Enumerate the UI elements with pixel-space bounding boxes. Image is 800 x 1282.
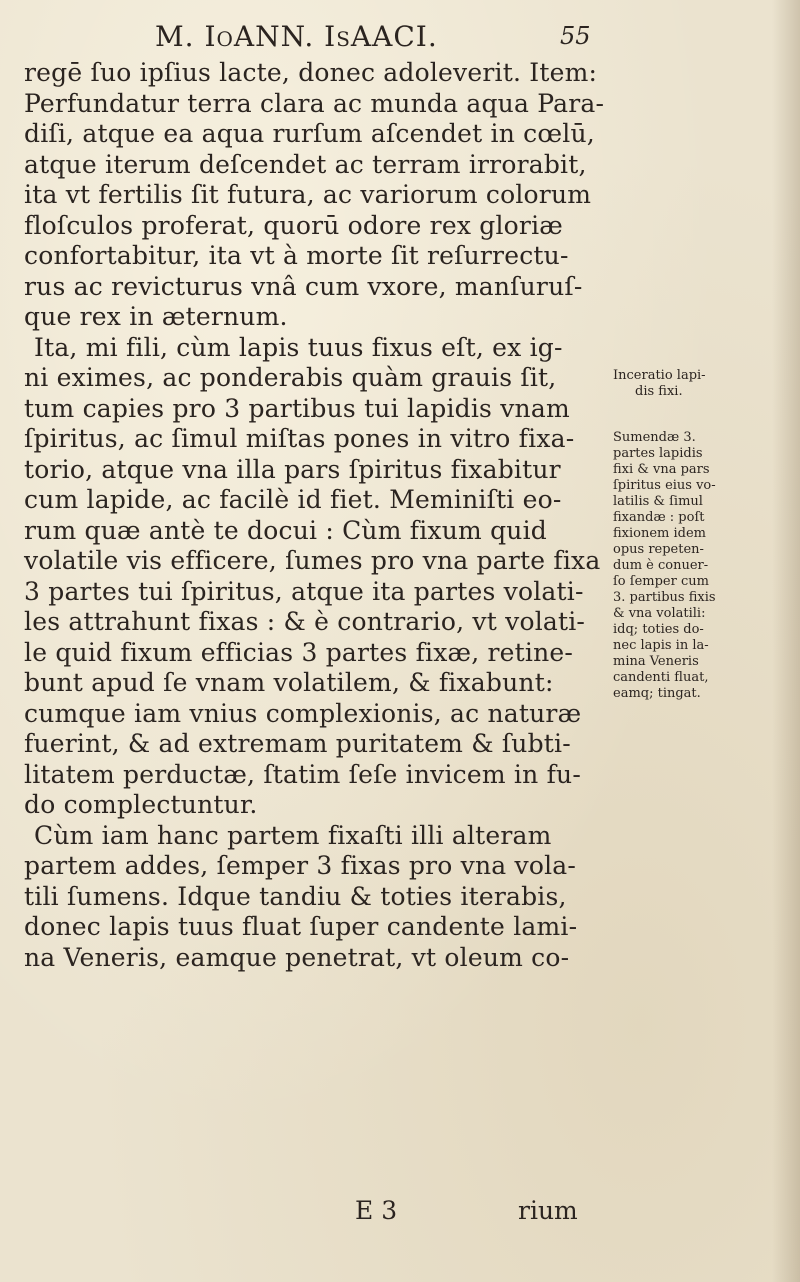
text-line: tum capies pro 3 partibus tui lapidis vnam	[24, 393, 570, 423]
text-line: diſi, atque ea aqua rurſum aſcendet in cœlū,	[24, 119, 595, 148]
text-line: tili ſumens. Idque tandiu & toties iterabis,	[24, 881, 567, 911]
text-line: Cùm iam hanc partem fixaſti illi alteram	[34, 820, 552, 850]
page-edge-shadow	[772, 0, 800, 1282]
text-line: na Veneris, eamque penetrat, vt oleum co-	[24, 942, 570, 972]
page-footer	[0, 1196, 800, 1228]
text-line: donec lapis tuus fluat ſuper candente lami-	[24, 912, 578, 941]
text-line: que rex in æternum.	[24, 302, 288, 331]
text-line: Perfundatur terra clara ac munda aqua Para-	[24, 88, 605, 118]
text-line: litatem perductæ, ſtatim ſeſe invicem in fu-	[24, 759, 581, 789]
text-line: torio, atque vna illa pars ſpiritus fixabitur	[24, 454, 561, 484]
margin-note-line: idq; toties do-	[613, 622, 704, 637]
main-text-column	[24, 58, 609, 973]
margin-note-line: latilis & ſimul	[613, 494, 703, 509]
margin-note-line: candenti fluat,	[613, 670, 709, 685]
margin-note-line: 3. partibus fixis	[613, 590, 716, 605]
margin-note-line: Sumendæ 3.	[613, 430, 696, 445]
margin-note-line: partes lapidis	[613, 446, 703, 461]
text-line: cumque iam vnius complexionis, ac naturæ	[24, 698, 582, 728]
margin-note-line: opus repeten-	[613, 542, 704, 557]
text-line: ſpiritus, ac ſimul miſtas pones in vitro fixa-	[24, 424, 575, 453]
text-line: fuerint, & ad extremam puritatem & ſubti-	[24, 729, 571, 758]
margin-note-line: Inceratio lapi-	[613, 368, 706, 383]
catchword: rium	[518, 1196, 578, 1225]
margin-note	[613, 430, 763, 702]
margin-note-line: fixandæ : poſt	[613, 510, 705, 525]
margin-note-line: fixi & vna pars	[613, 462, 710, 477]
margin-note-line: fixionem idem	[613, 526, 707, 541]
margin-note-line: dum è conuer-	[613, 558, 709, 573]
page-number: 55	[560, 22, 591, 50]
running-head: M. IoANN. IsAACI.	[155, 20, 438, 53]
margin-note-line: ſo ſemper cum	[613, 574, 709, 589]
text-line: les attrahunt fixas : & è contrario, vt volati-	[24, 607, 586, 636]
text-line: floſculos proferat, quorū odore rex gloriæ	[24, 210, 563, 240]
page-header	[0, 14, 800, 54]
text-line: rus ac revicturus vnâ cum vxore, manſuruſ-	[24, 271, 583, 301]
margin-note	[613, 368, 763, 400]
text-line: regē ſuo ipſius lacte, donec adoleverit. Item:	[24, 58, 598, 87]
signature-mark: E 3	[355, 1196, 398, 1225]
marginal-notes	[613, 368, 763, 708]
text-line: atque iterum deſcendet ac terram irrorabit,	[24, 149, 587, 179]
margin-note-line: dis fixi.	[635, 384, 683, 399]
text-line: Ita, mi fili, cùm lapis tuus fixus eſt, ex ig-	[34, 332, 563, 362]
margin-note-line: & vna volatili:	[613, 606, 706, 621]
text-line: le quid fixum efficias 3 partes fixæ, retine-	[24, 637, 574, 667]
text-line: partem addes, ſemper 3 fixas pro vna vola-	[24, 851, 577, 880]
text-line: ni eximes, ac ponderabis quàm grauis ſit,	[24, 363, 557, 392]
margin-note-line: ſpiritus eius vo-	[613, 478, 716, 493]
text-line: do complectuntur.	[24, 790, 258, 819]
text-line: volatile vis efficere, ſumes pro vna parte fixa	[24, 546, 601, 575]
margin-note-line: mina Veneris	[613, 654, 699, 669]
text-line: cum lapide, ac facilè id fiet. Meminiſti eo-	[24, 485, 562, 514]
margin-note-line: eamq; tingat.	[613, 686, 701, 701]
text-line: 3 partes tui ſpiritus, atque ita partes volati-	[24, 576, 584, 606]
margin-note-line: nec lapis in la-	[613, 638, 709, 653]
text-line: ita vt fertilis ſit futura, ac variorum colorum	[24, 180, 592, 209]
text-line: rum quæ antè te docui : Cùm fixum quid	[24, 515, 547, 545]
text-line: confortabitur, ita vt à morte ſit reſurrectu-	[24, 241, 569, 270]
text-line: bunt apud ſe vnam volatilem, & fixabunt:	[24, 668, 554, 697]
